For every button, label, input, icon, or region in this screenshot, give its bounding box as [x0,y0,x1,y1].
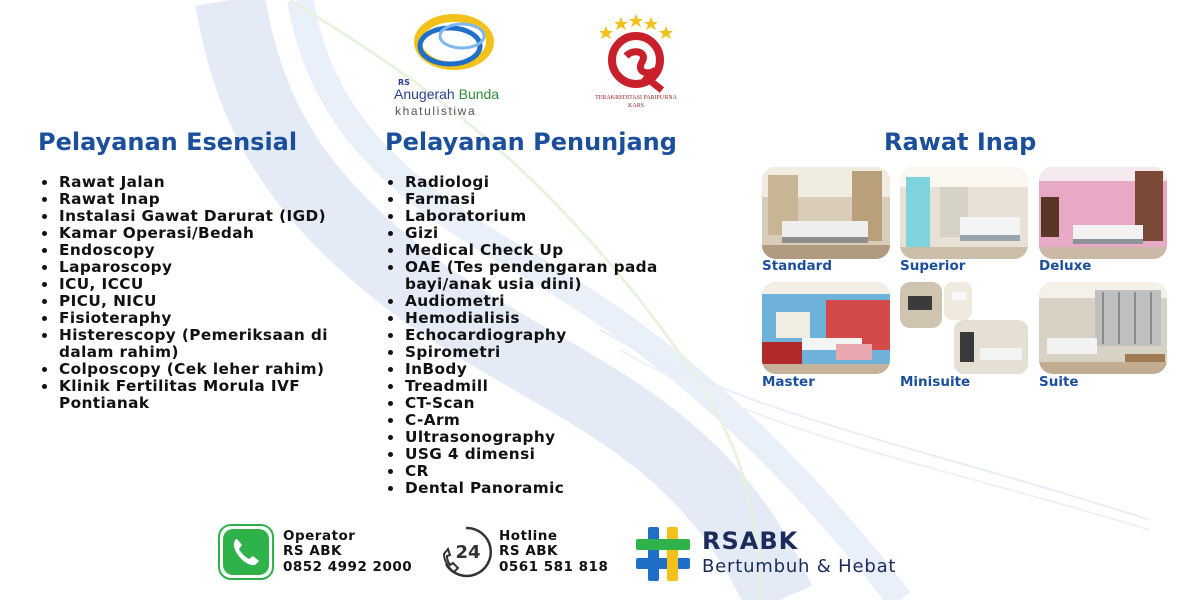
room-photo-deluxe [1039,167,1167,259]
esensial-list [39,174,359,412]
room-label-superior: Superior [900,258,966,274]
hospital-logo [392,12,514,118]
accreditation-logo [586,12,686,112]
hotline-text [499,529,608,575]
list-item: Fisioteraphy [39,310,359,327]
hospital-logo-name-b: Bunda [458,86,500,102]
list-item: Radiologi [385,174,685,191]
room-photo-master [762,282,890,374]
list-item: Endoscopy [39,242,359,259]
list-item: Laboratorium [385,208,685,225]
list-item: Hemodialisis [385,310,685,327]
operator-phone: 0852 4992 2000 [283,559,413,575]
hospital-logo-name-a: Anugerah [394,86,455,102]
room-photo-minisuite [900,282,1028,374]
kars-emblem-icon [586,12,686,94]
list-item: Spirometri [385,344,685,361]
list-item: Rawat Inap [39,191,359,208]
list-item: Echocardiography [385,327,685,344]
hospital-logo-name [394,86,499,102]
list-item: OAE (Tes pendengaran pada bayi/anak usia dini) [385,259,685,293]
room-label-standard: Standard [762,258,832,274]
hospital-logo-emblem [392,12,514,82]
accreditation-caption-line1: TERAKREDITASI PARIPURNA [595,95,677,101]
hospital-logo-subtitle: khatulistiwa [395,104,477,118]
list-item: Colposcopy (Cek leher rahim) [39,361,359,378]
room-label-suite: Suite [1039,374,1079,390]
hotline-line2: RS ABK [499,543,559,559]
brand-tagline: Bertumbuh & Hebat [702,556,897,577]
24-hour-phone-icon [438,524,494,580]
esensial-heading: Pelayanan Esensial [38,128,298,156]
hotline-line1: Hotline [499,528,558,544]
list-item: CT-Scan [385,395,685,412]
room-label-master: Master [762,374,815,390]
operator-line2: RS ABK [283,543,343,559]
room-label-minisuite: Minisuite [900,374,971,390]
hospital-logo-rs: RS [398,78,410,87]
list-item: CR [385,463,685,480]
accreditation-caption-line2: KARS [627,103,644,109]
phone-icon [218,524,274,580]
list-item: Instalasi Gawat Darurat (IGD) [39,208,359,225]
operator-text [283,529,412,575]
list-item: InBody [385,361,685,378]
hash-logo-icon [634,525,692,583]
room-photo-suite [1039,282,1167,374]
list-item: Kamar Operasi/Bedah [39,225,359,242]
list-item: Treadmill [385,378,685,395]
list-item: USG 4 dimensi [385,446,685,463]
list-item: Audiometri [385,293,685,310]
list-item: Farmasi [385,191,685,208]
rawat-inap-heading: Rawat Inap [884,128,1037,156]
brand-name: RSABK [702,527,799,555]
list-item: PICU, NICU [39,293,359,310]
list-item: ICU, ICCU [39,276,359,293]
list-item: C-Arm [385,412,685,429]
room-photo-superior [900,167,1028,259]
hotline-24-badge: 24 [455,542,481,563]
room-label-deluxe: Deluxe [1039,258,1092,274]
penunjang-heading: Pelayanan Penunjang [385,128,677,156]
penunjang-list [385,174,685,497]
list-item: Gizi [385,225,685,242]
room-photo-standard [762,167,890,259]
list-item: Medical Check Up [385,242,685,259]
list-item: Laparoscopy [39,259,359,276]
operator-line1: Operator [283,528,356,544]
list-item: Rawat Jalan [39,174,359,191]
list-item: Klinik Fertilitas Morula IVF Pontianak [39,378,359,412]
list-item: Histerescopy (Pemeriksaan di dalam rahim) [39,327,359,361]
hotline-phone: 0561 581 818 [499,559,609,575]
accreditation-caption [586,94,686,110]
list-item: Ultrasonography [385,429,685,446]
list-item: Dental Panoramic [385,480,685,497]
